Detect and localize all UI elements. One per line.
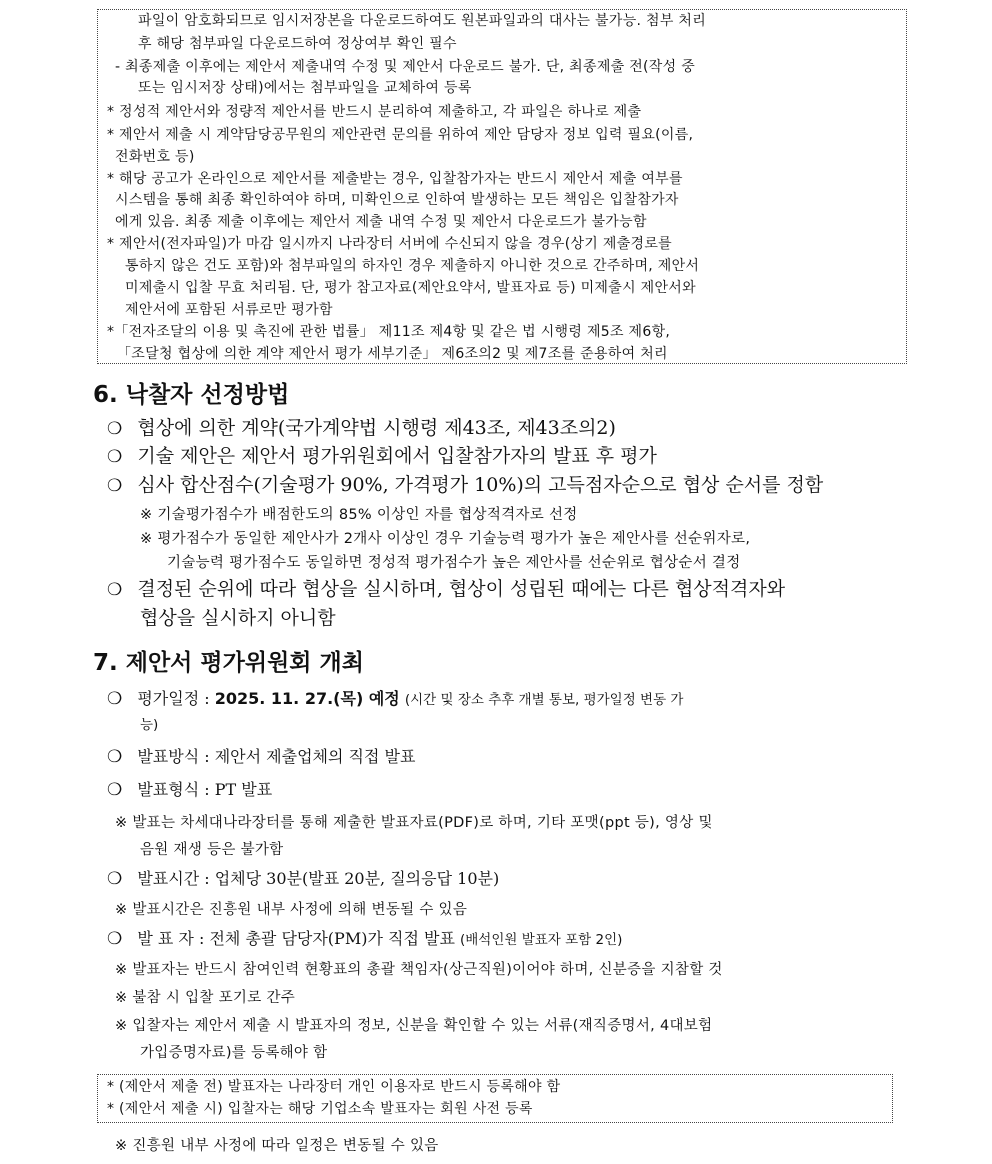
circle-bullet-icon: ❍ [107, 447, 123, 467]
notice-line: * (제안서 제출 시) 입찰자는 해당 기업소속 발표자는 회원 사전 등록 [107, 1101, 533, 1117]
notice-line: * (제안서 제출 전) 발표자는 나라장터 개인 이용자로 반드시 등록해야 함 [107, 1079, 561, 1095]
list-item: ❍ 발표시간 : 업체당 30분(발표 20분, 질의응답 10분) [107, 869, 500, 889]
note-line: ※ 발표는 차세대나라장터를 통해 제출한 발표자료(PDF)로 하며, 기타 포맷(ppt 등), 영상 및 [115, 815, 713, 831]
notice-line: * 제안서 제출 시 계약담당공무원의 제안관련 문의를 위하여 제안 담당자 정보 입력 필요(이름, [107, 127, 694, 143]
circle-bullet-icon: ❍ [107, 419, 123, 439]
notice-line: *「전자조달의 이용 및 촉진에 관한 법률」 제11조 제4항 및 같은 법 시행령 제5조 제6항, [107, 324, 671, 340]
notice-line: 시스템을 통해 최종 확인하여야 하며, 미확인으로 인하여 발생하는 모든 책임은 입찰참가자 [115, 192, 679, 208]
notice-line: 파일이 암호화되므로 임시저장본을 다운로드하여도 원본파일과의 대사는 불가능. 첨부 처리 [138, 13, 707, 29]
note-line: ※ 불참 시 입찰 포기로 간주 [115, 990, 296, 1006]
notice-line: 「조달청 협상에 의한 계약 제안서 평가 세부기준」 제6조의2 및 제7조를 준용하여 처리 [117, 346, 668, 362]
list-item: ❍ 결정된 순위에 따라 협상을 실시하며, 협상이 성립된 때에는 다른 협상적격자와 [107, 578, 786, 600]
circle-bullet-icon: ❍ [107, 580, 123, 600]
circle-bullet-icon: ❍ [107, 747, 123, 767]
notice-line: * 해당 공고가 온라인으로 제안서를 제출받는 경우, 입찰참가자는 반드시 제안서 제출 여부를 [107, 171, 683, 187]
list-item-schedule: ❍ 평가일정 : 2025. 11. 27.(목) 예정 (시간 및 장소 추후 개별 통보, 평가일정 변동 가 [107, 689, 684, 709]
list-item-continuation: 협상을 실시하지 아니함 [140, 607, 336, 629]
list-item: ❍ 심사 합산점수(기술평가 90%, 가격평가 10%)의 고득점자순으로 협상 순서를 정함 [107, 474, 824, 496]
note-line: ※ 발표자는 반드시 참여인력 현황표의 총괄 책임자(상근직원)이어야 하며, 신분증을 지참할 것 [115, 962, 723, 978]
list-item: ❍ 협상에 의한 계약(국가계약법 시행령 제43조, 제43조의2) [107, 417, 616, 439]
circle-bullet-icon: ❍ [107, 929, 123, 949]
circle-bullet-icon: ❍ [107, 689, 123, 709]
notice-line: 통하지 않은 건도 포함)와 첨부파일의 하자인 경우 제출하지 아니한 것으로 간주하며, 제안서 [125, 258, 700, 274]
list-item: ❍ 발 표 자 : 전체 총괄 담당자(PM)가 직접 발표 (배석인원 발표자 포함 2인) [107, 929, 623, 949]
notice-line: 에게 있음. 최종 제출 이후에는 제안서 제출 내역 수정 및 제안서 다운로드가 불가능함 [115, 214, 647, 230]
notice-line: 미제출시 입찰 무효 처리됨. 단, 평가 참고자료(제안요약서, 발표자료 등) 미제출시 제안서와 [125, 280, 696, 296]
list-item: ❍ 기술 제안은 제안서 평가위원회에서 입찰참가자의 발표 후 평가 [107, 445, 657, 467]
note-line: 기술능력 평가점수도 동일하면 정성적 평가점수가 높은 제안사를 선순위로 협상순서 결정 [167, 555, 741, 571]
circle-bullet-icon: ❍ [107, 869, 123, 889]
circle-bullet-icon: ❍ [107, 476, 123, 496]
notice-box-submission [97, 9, 907, 364]
notice-line: 후 해당 첨부파일 다운로드하여 정상여부 확인 필수 [138, 36, 457, 52]
notice-line: - 최종제출 이후에는 제안서 제출내역 수정 및 제안서 다운로드 불가. 단, 최종제출 전(작성 중 [115, 59, 696, 75]
list-item: ❍ 발표형식 : PT 발표 [107, 780, 273, 800]
note-line: 음원 재생 등은 불가함 [140, 842, 284, 858]
notice-line: * 제안서(전자파일)가 마감 일시까지 나라장터 서버에 수신되지 않을 경우(상기 제출경로를 [107, 236, 672, 252]
note-line: ※ 진흥원 내부 사정에 따라 일정은 변동될 수 있음 [115, 1138, 439, 1154]
notice-box-presenter [97, 1074, 893, 1123]
note-line: ※ 평가점수가 동일한 제안사가 2개사 이상인 경우 기술능력 평가가 높은 제안사를 선순위자로, [140, 531, 751, 547]
note-line: 가입증명자료)를 등록해야 함 [140, 1045, 328, 1061]
list-item-continuation: 능) [140, 717, 159, 733]
section-title-6: 6. 낙찰자 선정방법 [93, 382, 290, 408]
schedule-date: 2025. 11. 27.(목) 예정 [214, 689, 400, 708]
notice-line: * 정성적 제안서와 정량적 제안서를 반드시 분리하여 제출하고, 각 파일은 하나로 제출 [107, 104, 642, 120]
note-line: ※ 발표시간은 진흥원 내부 사정에 의해 변동될 수 있음 [115, 902, 468, 918]
circle-bullet-icon: ❍ [107, 780, 123, 800]
note-line: ※ 기술평가점수가 배점한도의 85% 이상인 자를 협상적격자로 선정 [140, 507, 578, 523]
notice-line: 제안서에 포함된 서류로만 평가함 [125, 302, 333, 318]
section-title-7: 7. 제안서 평가위원회 개최 [93, 650, 364, 676]
notice-line: 전화번호 등) [115, 149, 195, 165]
note-line: ※ 입찰자는 제안서 제출 시 발표자의 정보, 신분을 확인할 수 있는 서류(재직증명서, 4대보험 [115, 1018, 713, 1034]
notice-line: 또는 임시저장 상태)에서는 첨부파일을 교체하여 등록 [138, 80, 472, 96]
list-item: ❍ 발표방식 : 제안서 제출업체의 직접 발표 [107, 747, 416, 767]
